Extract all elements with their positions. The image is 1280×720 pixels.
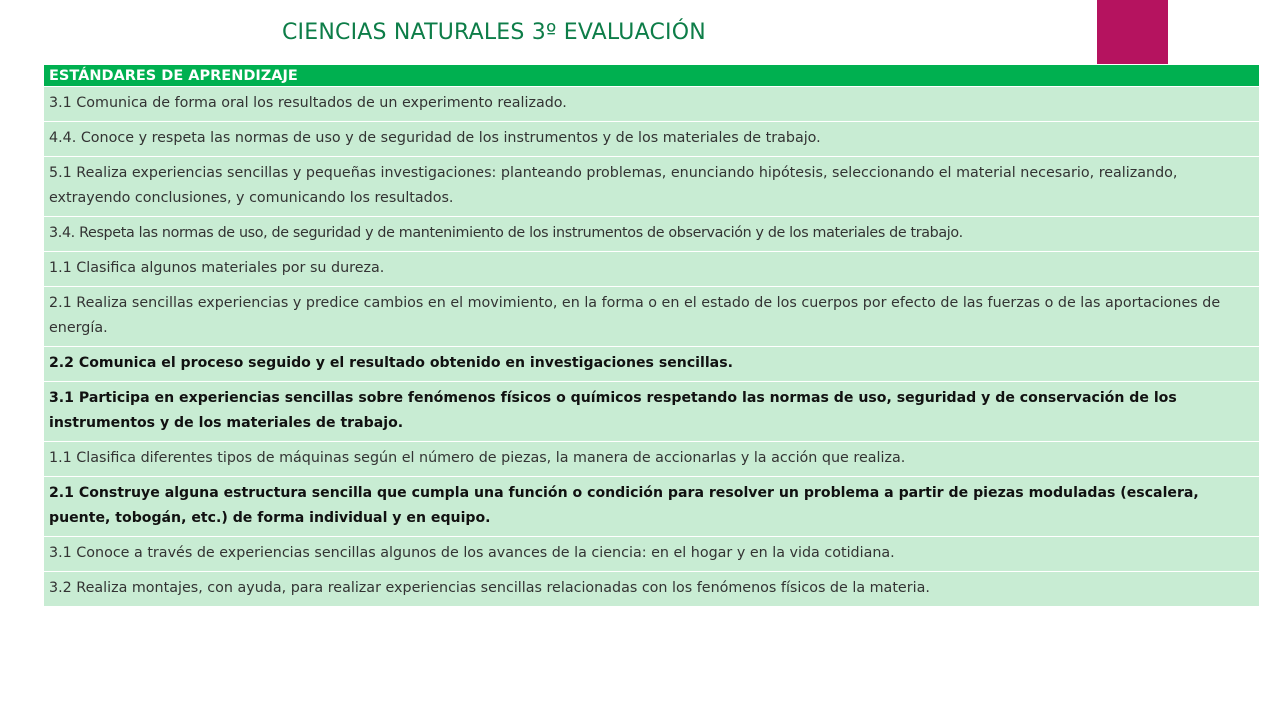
table-row (44, 122, 1260, 157)
standard-cell: 3.2 Realiza montajes, con ayuda, para realizar experiencias sencillas relacionadas con los fenómenos físicos de la materia. (44, 572, 1260, 607)
standard-cell: 1.1 Clasifica diferentes tipos de máquinas según el número de piezas, la manera de accionarlas y la acción que realiza. (44, 442, 1260, 477)
standard-cell: 4.4. Conoce y respeta las normas de uso y de seguridad de los instrumentos y de los materiales de trabajo. (44, 122, 1260, 157)
standard-cell: 2.1 Construye alguna estructura sencilla que cumpla una función o condición para resolver un problema a partir de piezas moduladas (escalera, puente, tobogán, etc.) de forma individual y en equipo. (44, 477, 1260, 537)
table-row (44, 537, 1260, 572)
standard-cell: 2.1 Realiza sencillas experiencias y predice cambios en el movimiento, en la forma o en el estado de los cuerpos por efecto de las fuerzas o de las aportaciones de energía. (44, 287, 1260, 347)
table-row (44, 572, 1260, 607)
table-row (44, 382, 1260, 442)
table-row (44, 252, 1260, 287)
table-row (44, 442, 1260, 477)
standard-cell: 3.1 Participa en experiencias sencillas sobre fenómenos físicos o químicos respetando las normas de uso, seguridad y de conservación de los instrumentos y de los materiales de trabajo. (44, 382, 1260, 442)
table-header: ESTÁNDARES DE APRENDIZAJE (44, 65, 1260, 87)
standard-cell: 1.1 Clasifica algunos materiales por su dureza. (44, 252, 1260, 287)
standard-cell: 2.2 Comunica el proceso seguido y el resultado obtenido en investigaciones sencillas. (44, 347, 1260, 382)
page-title: CIENCIAS NATURALES 3º EVALUACIÓN (282, 20, 706, 45)
table-row (44, 87, 1260, 122)
table-row (44, 157, 1260, 217)
standard-cell: 5.1 Realiza experiencias sencillas y pequeñas investigaciones: planteando problemas, enunciando hipótesis, seleccionando el material necesario, realizando, extrayendo conclusiones, y comunicando los resultados. (44, 157, 1260, 217)
table-header-row (44, 65, 1260, 87)
table-row (44, 287, 1260, 347)
standard-cell: 3.1 Conoce a través de experiencias sencillas algunos de los avances de la ciencia: en el hogar y en la vida cotidiana. (44, 537, 1260, 572)
table-row (44, 347, 1260, 382)
standard-cell: 3.1 Comunica de forma oral los resultados de un experimento realizado. (44, 87, 1260, 122)
table-row (44, 477, 1260, 537)
table-row (44, 217, 1260, 252)
standards-table (43, 64, 1260, 607)
standard-cell: 3.4. Respeta las normas de uso, de seguridad y de mantenimiento de los instrumentos de observación y de los materiales de trabajo. (44, 217, 1260, 252)
accent-bar (1097, 0, 1168, 64)
